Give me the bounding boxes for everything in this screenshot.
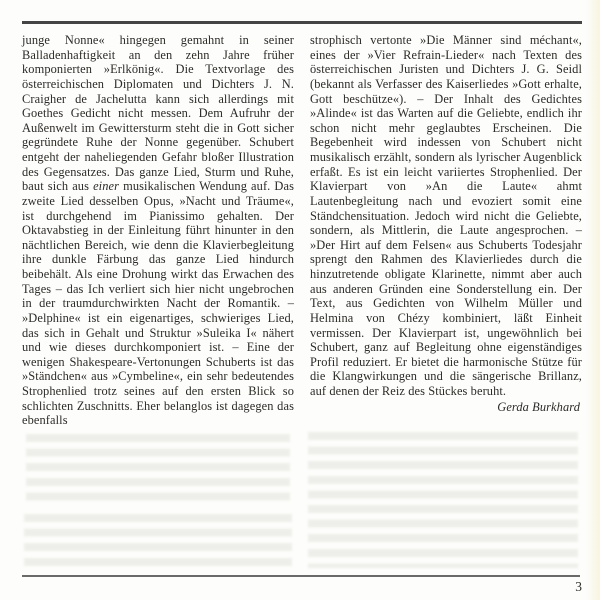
left-column-paragraph	[22, 33, 294, 428]
right-column	[310, 33, 582, 428]
author-byline: Gerda Burkhard	[497, 399, 580, 414]
article-body	[22, 33, 582, 428]
emphasized-word: einer	[93, 179, 120, 194]
left-column-text-start: junge Nonne« hingegen gemahnt in seiner Balladenhaftigkeit an den zehn Jahre früher komponierten »Erlkönig«. Die Textvorlage des österreichischen Diplomaten und Dichters J. N. Craigher de Jachelutta kann sich allerdings mit Goethes Gedicht nicht messen. Dem Aufruhr der Außenwelt im Gewittersturm steht die in Gott sicher gegründete Ruhe der Nonne gegenüber. Schubert entgeht der naheliegenden Gefahr bloßer Illustration des Gegensatzes. Das ganze Lied, Sturm und Ruhe, baut sich aus	[22, 33, 294, 194]
page-number: 3	[575, 579, 582, 594]
page-showthrough-left-upper	[26, 434, 290, 504]
right-column-paragraph: strophisch vertonte »Die Männer sind méchant«, eines der »Vier Refrain-Lieder« nach Texten des österreichischen Juristen und Dichters J. G. Seidl (bekannt als Verfasser des Kaiserliedes »Gott erhalte, Gott beschütze«). – Der Inhalt des Gedichtes »Alinde« ist das Warten auf die Geliebte, endlich ihr schon nicht mehr geglaubtes Erscheinen. Die Begebenheit wird indessen von Schubert nicht musikalisch erzählt, sondern als lyrischer Augenblick erfaßt. Es ist ein leicht variiertes Strophenlied. Der Klavierpart von »An die Laute« ahmt Lautenbegleitung nach und evoziert somit eine Ständchensituation. Jedoch wird nicht die Geliebte, sondern, als Mittlerin, die Laute angesprochen. – »Der Hirt auf dem Felsen« aus Schuberts Todesjahr sprengt den Rahmen des Klavierliedes durch die hinzutretende obligate Klarinette, nimmt aber auch aus anderen Gründen eine Sonderstellung ein. Der Text, aus Gedichten von Wilhelm Müller und Helmina von Chézy kombiniert, läßt Einheit vermissen. Der Klavierpart ist, ungewöhnlich bei Schubert, ganz auf Begleitung ohne eigenständiges Profil reduziert. Er bietet die harmonische Stütze für die Klangwirkungen und die sängerische Brillanz, auf denen der Reiz des Stückes beruht.	[310, 33, 582, 398]
left-column	[22, 33, 294, 428]
page-showthrough-left-lower	[24, 514, 292, 566]
page-showthrough-right	[308, 432, 578, 568]
bottom-rule	[22, 575, 580, 577]
page-edge-scan-tint	[586, 0, 600, 600]
left-column-text-end: musikalischen Wendung auf. Das zweite Lied desselben Opus, »Nacht und Träume«, ist durchgehend im Pianissimo gehalten. Der Oktavabstieg in der Einleitung führt hinunter in den nächtlichen Bereich, wie denn die Klavierbegleitung ihre dunkle Färbung das ganze Lied hindurch beibehält. Als eine Drohung wirkt das Erwachen des Tages – das Ich verliert sich hier nicht ungebrochen in der traumdurchwirkten Nacht der Romantik. – »Delphine« ist ein eigenartiges, schwieriges Lied, das sich in Gehalt und Struktur »Suleika I« nähert und wie dieses durchkomponiert ist. – Eine der wenigen Shakespeare-Vertonungen Schuberts ist das »Ständchen« aus »Cymbeline«, ein sehr bedeutendes Strophenlied trotz seines auf den ersten Blick so schlichten Zuschnitts. Eher belanglos ist dagegen das ebenfalls	[22, 179, 294, 428]
top-rule	[22, 21, 582, 24]
